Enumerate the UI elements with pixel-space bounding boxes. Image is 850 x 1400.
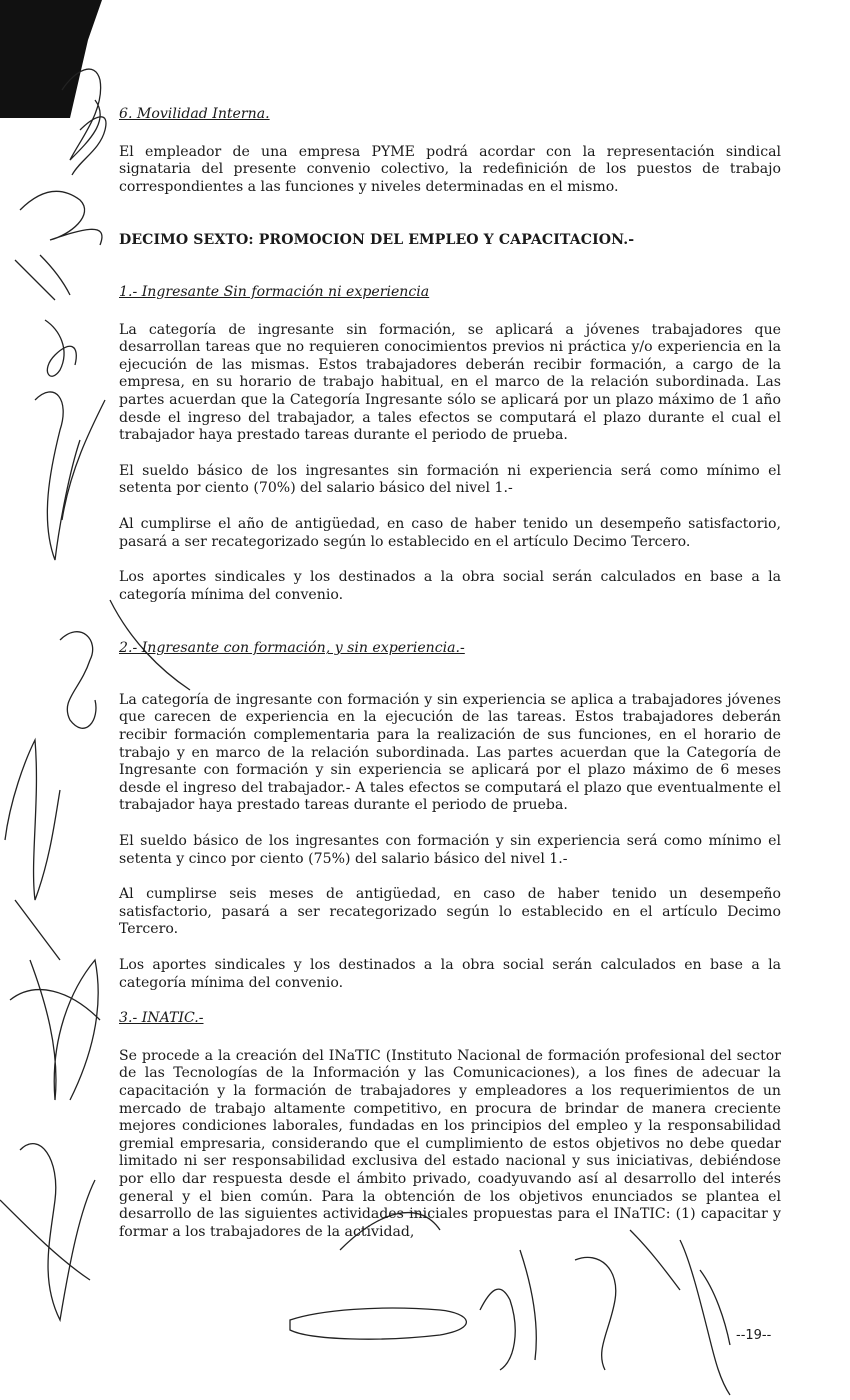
section-6-heading: 6. Movilidad Interna.: [119, 106, 270, 122]
subsection-2-paragraph-2: El sueldo básico de los ingresantes con formación y sin experiencia será como mínimo el setenta y cinco por ciento (75%) del salario básico del nivel 1.-: [119, 833, 781, 867]
scan-corner-shadow: [0, 0, 110, 120]
subsection-1-paragraph-4: Los aportes sindicales y los destinados a la obra social serán calculados en base a la categoría mínima del convenio.: [119, 569, 781, 603]
subsection-1-heading: 1.- Ingresante Sin formación ni experiencia: [119, 283, 430, 300]
subsection-1-paragraph-3: Al cumplirse el año de antigüedad, en caso de haber tenido un desempeño satisfactorio, pasará a ser recategorizado según lo establecido en el artículo Decimo Tercero.: [119, 515, 781, 550]
document-body: [119, 106, 781, 1241]
subsection-1-paragraph-1: La categoría de ingresante sin formación, se aplicará a jóvenes trabajadores que desarrollan tareas que no requieren conocimientos previos ni práctica y/o experiencia en la ejecución de las mismas. Estos trabajadores deberán recibir formación, a cargo de la empresa, en su horario de trabajo habitual, en el marco de la relación subordinada. Las partes acuerdan que la Categoría Ingresante sólo se aplicará por un plazo máximo de 1 año desde el ingreso del trabajador, a tales efectos se computará el plazo durante el cual el trabajador haya prestado tareas durante el periodo de prueba.: [119, 321, 781, 444]
page-number: --19--: [736, 1328, 772, 1343]
subsection-1-paragraph-2: El sueldo básico de los ingresantes sin formación ni experiencia será como mínimo el setenta por ciento (70%) del salario básico del nivel 1.-: [119, 462, 781, 497]
section-6-paragraph: El empleador de una empresa PYME podrá acordar con la representación sindical signataria del presente convenio colectivo, la redefinición de los puestos de trabajo correspondientes a las funciones y niveles determinadas en el mismo.: [119, 143, 781, 195]
subsection-2-paragraph-4: Los aportes sindicales y los destinados a la obra social serán calculados en base a la categoría mínima del convenio.: [119, 957, 781, 991]
subsection-2-paragraph-1: La categoría de ingresante con formación y sin experiencia se aplica a trabajadores jóvenes que carecen de experiencia en la ejecución de las tareas. Estos trabajadores deberán recibir formación complementaria para la realización de sus funciones, en el horario de trabajo y en marco de la relación subordinada. Las partes acuerdan que la Categoría de Ingresante con formación y sin experiencia se aplicará por el plazo máximo de 6 meses desde el ingreso del trabajador.- A tales efectos se computará el plazo que eventualmente el trabajador haya prestado tareas durante el periodo de prueba.: [119, 691, 781, 814]
subsection-3-heading: 3.- INATIC.-: [119, 1010, 204, 1027]
subsection-2-heading: 2.- Ingresante con formación, y sin experiencia.-: [119, 640, 465, 657]
chapter-title: DECIMO SEXTO: PROMOCION DEL EMPLEO Y CAPACITACION.-: [119, 232, 635, 249]
subsection-2-paragraph-3: Al cumplirse seis meses de antigüedad, en caso de haber tenido un desempeño satisfactorio, pasará a ser recategorizado según lo establecido en el artículo Decimo Tercero.: [119, 886, 781, 938]
subsection-3-paragraph-1: Se procede a la creación del INaTIC (Instituto Nacional de formación profesional del sector de las Tecnologías de la Información y las Comunicaciones), a los fines de adecuar la capacitación y la formación de trabajadores y empleadores a los requerimientos de un mercado de trabajo altamente competitivo, en procura de brindar de manera creciente mejores condiciones laborales, fundadas en los principios del empleo y la responsabilidad gremial empresaria, considerando que el cumplimiento de estos objetivos no debe quedar limitado ni ser responsabilidad exclusiva del estado nacional y sus iniciativas, debiéndose por ello dar respuesta desde el ámbito privado, coadyuvando así al desarrollo del interés general y el bien común. Para la obtención de los objetivos enunciados se plantea el desarrollo de las siguientes actividades iniciales propuestas para el INaTIC: (1) capacitar y formar a los trabajadores de la actividad,: [119, 1047, 781, 1240]
